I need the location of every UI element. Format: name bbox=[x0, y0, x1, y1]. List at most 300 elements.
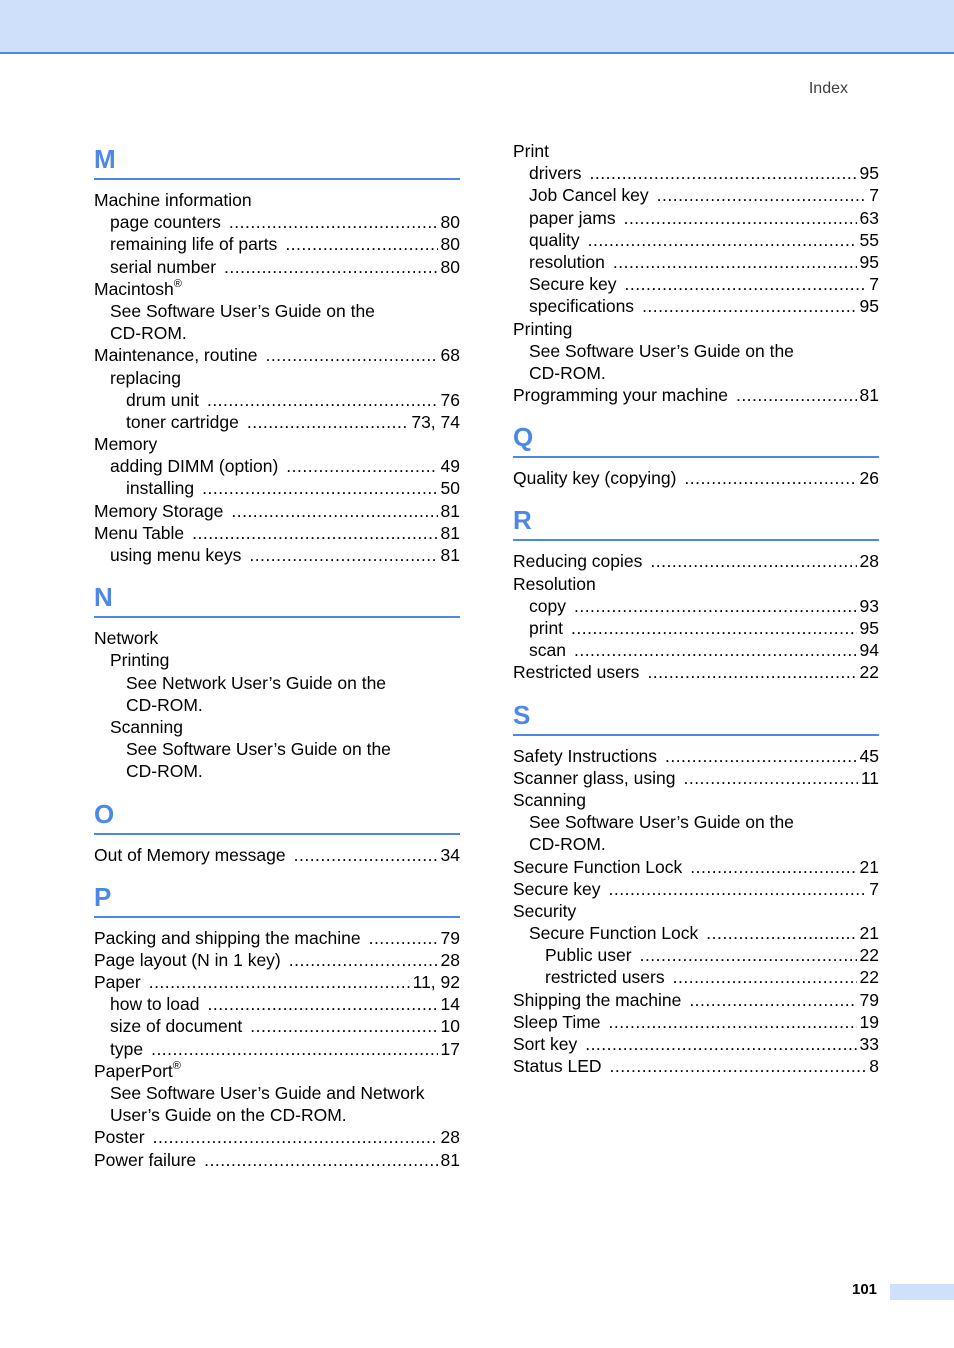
entry-term-text: how to load bbox=[110, 994, 200, 1015]
index-entry bbox=[513, 162, 879, 184]
section-letter: Q bbox=[513, 418, 879, 458]
entry-term-text: Memory Storage bbox=[94, 500, 224, 521]
entry-term-text: Shipping the machine bbox=[513, 989, 682, 1010]
index-entry bbox=[513, 295, 879, 317]
entry-term bbox=[110, 322, 187, 344]
entry-term bbox=[513, 140, 549, 162]
entry-page-ref: 7 bbox=[869, 878, 879, 899]
entry-term-text: Secure key bbox=[513, 878, 601, 899]
entry-term bbox=[513, 573, 596, 595]
entry-term bbox=[126, 411, 239, 433]
entry-term-text: User’s Guide on the CD-ROM. bbox=[110, 1105, 347, 1126]
entry-term-text: Printing bbox=[110, 650, 170, 671]
entry-term bbox=[126, 477, 194, 499]
entry-term bbox=[110, 716, 183, 738]
entry-page-ref: 68 bbox=[440, 345, 460, 366]
entry-term bbox=[513, 856, 682, 878]
registered-mark: ® bbox=[172, 1059, 181, 1072]
index-section bbox=[513, 406, 879, 489]
index-entry bbox=[513, 318, 879, 340]
entry-term-text: CD-ROM. bbox=[126, 761, 203, 782]
index-entry bbox=[94, 300, 460, 322]
index-entry bbox=[513, 207, 879, 229]
entry-page-ref: 7 bbox=[869, 274, 879, 295]
entry-term bbox=[513, 789, 586, 811]
dot-leader bbox=[224, 256, 438, 278]
dot-leader bbox=[609, 1011, 857, 1033]
entry-term bbox=[513, 900, 576, 922]
index-section bbox=[513, 140, 879, 406]
entry-term-text: Network bbox=[94, 628, 159, 649]
entry-term bbox=[94, 1149, 196, 1171]
entry-term-text: Restricted users bbox=[513, 662, 640, 683]
entry-term-text: Security bbox=[513, 900, 577, 921]
entry-term-text: Secure Function Lock bbox=[513, 856, 683, 877]
entry-term-text: See Software User’s Guide and Network bbox=[110, 1083, 425, 1103]
entry-page-ref: 80 bbox=[440, 212, 460, 233]
entry-page-ref: 95 bbox=[859, 251, 879, 272]
entry-term-text: Paper bbox=[94, 972, 141, 993]
entry-page-ref: 21 bbox=[859, 923, 879, 944]
dot-leader bbox=[588, 229, 857, 251]
entry-term bbox=[110, 1082, 425, 1104]
entry-page-ref: 63 bbox=[859, 207, 879, 228]
section-letter: O bbox=[94, 795, 460, 835]
entry-term bbox=[110, 256, 216, 278]
entry-page-ref: 45 bbox=[859, 745, 879, 766]
entry-term bbox=[529, 207, 616, 229]
index-entry bbox=[513, 661, 879, 683]
entry-term-text: Memory bbox=[94, 434, 158, 455]
entry-term bbox=[529, 639, 566, 661]
entry-term bbox=[126, 760, 203, 782]
entry-term bbox=[529, 273, 617, 295]
index-entry bbox=[513, 184, 879, 206]
dot-leader bbox=[247, 411, 409, 433]
dot-leader bbox=[289, 949, 438, 971]
entry-term-text: Quality key (copying) bbox=[513, 468, 677, 489]
entry-term-text: print bbox=[529, 618, 564, 638]
index-entry bbox=[94, 949, 460, 971]
entry-term-text: CD-ROM. bbox=[529, 362, 606, 383]
index-entry bbox=[513, 639, 879, 661]
index-entry bbox=[513, 900, 879, 922]
index-column-left bbox=[94, 140, 460, 1171]
dot-leader bbox=[285, 233, 437, 255]
dot-leader bbox=[192, 522, 437, 544]
entry-term bbox=[94, 927, 361, 949]
entry-term-text: Out of Memory message bbox=[94, 844, 286, 865]
entry-page-ref: 55 bbox=[859, 229, 879, 250]
entry-term bbox=[110, 300, 375, 322]
entry-term bbox=[110, 1015, 242, 1037]
index-entry bbox=[513, 1033, 879, 1055]
section-letter: R bbox=[513, 501, 879, 541]
entry-term bbox=[110, 367, 181, 389]
entry-term bbox=[529, 362, 606, 384]
dot-leader bbox=[585, 1033, 856, 1055]
dot-leader bbox=[690, 856, 856, 878]
entry-term-text: specifications bbox=[529, 296, 635, 317]
index-entry bbox=[94, 971, 460, 993]
index-section bbox=[94, 866, 460, 1171]
dot-leader bbox=[369, 927, 438, 949]
entry-page-ref: 14 bbox=[440, 994, 460, 1015]
entry-term-text: Public user bbox=[545, 945, 632, 966]
index-entry bbox=[513, 140, 879, 162]
section-letter: S bbox=[513, 696, 879, 736]
entry-term-text: Job Cancel key bbox=[529, 185, 649, 206]
entry-page-ref: 22 bbox=[859, 945, 879, 966]
entry-page-ref: 94 bbox=[859, 640, 879, 661]
entry-term-text: replacing bbox=[110, 367, 182, 388]
entry-term bbox=[545, 944, 632, 966]
entry-term bbox=[94, 844, 286, 866]
index-entry bbox=[94, 738, 460, 760]
entry-page-ref: 81 bbox=[440, 1149, 460, 1170]
dot-leader bbox=[571, 617, 856, 639]
entry-term-text: Scanning bbox=[110, 716, 183, 737]
entry-page-ref: 11, 92 bbox=[412, 972, 460, 993]
entry-term bbox=[529, 295, 634, 317]
entry-term bbox=[126, 389, 199, 411]
entry-page-ref: 10 bbox=[440, 1016, 460, 1037]
entry-page-ref: 17 bbox=[440, 1038, 460, 1059]
entry-term-text: Macintosh bbox=[94, 278, 174, 299]
entry-term-text: Page layout (N in 1 key) bbox=[94, 949, 281, 970]
entry-page-ref: 50 bbox=[440, 478, 460, 499]
entry-term-text: Secure key bbox=[529, 274, 617, 295]
dot-leader bbox=[673, 966, 857, 988]
index-entry bbox=[513, 595, 879, 617]
entry-term bbox=[529, 617, 563, 639]
entry-page-ref: 81 bbox=[440, 545, 460, 565]
dot-leader bbox=[624, 207, 857, 229]
index-entry bbox=[94, 500, 460, 522]
index-entry bbox=[513, 251, 879, 273]
entry-term-text: resolution bbox=[529, 251, 605, 272]
entry-term bbox=[94, 949, 281, 971]
index-entry bbox=[513, 767, 879, 789]
dot-leader bbox=[208, 993, 438, 1015]
entry-term bbox=[529, 833, 606, 855]
index-section bbox=[513, 684, 879, 1078]
entry-term-text: Secure Function Lock bbox=[529, 923, 699, 944]
index-entry bbox=[513, 229, 879, 251]
index-entry bbox=[94, 389, 460, 411]
dot-leader bbox=[665, 745, 857, 767]
index-entry bbox=[94, 627, 460, 649]
entry-term bbox=[513, 1033, 577, 1055]
index-entry bbox=[94, 477, 460, 499]
entry-term-text: Print bbox=[513, 141, 549, 161]
entry-term bbox=[94, 971, 141, 993]
index-entry bbox=[513, 878, 879, 900]
entry-term bbox=[126, 672, 386, 694]
index-entry bbox=[94, 993, 460, 1015]
index-entry bbox=[94, 716, 460, 738]
entry-term bbox=[513, 550, 642, 572]
entry-term-text: Resolution bbox=[513, 573, 596, 594]
entry-term-text: quality bbox=[529, 229, 580, 250]
entry-term bbox=[513, 767, 675, 789]
dot-leader bbox=[590, 162, 857, 184]
entry-page-ref: 22 bbox=[859, 662, 879, 683]
index-entry bbox=[94, 927, 460, 949]
index-entry bbox=[513, 573, 879, 595]
entry-page-ref: 22 bbox=[859, 967, 879, 988]
entry-term-text: Sort key bbox=[513, 1034, 578, 1054]
entry-page-ref: 19 bbox=[859, 1011, 879, 1032]
dot-leader bbox=[204, 1149, 437, 1171]
entry-page-ref: 95 bbox=[859, 296, 879, 317]
entry-term-text: See Software User’s Guide on the bbox=[529, 812, 794, 833]
registered-mark: ® bbox=[173, 277, 182, 290]
dot-leader bbox=[657, 184, 867, 206]
index-section bbox=[94, 566, 460, 782]
entry-term-text: Power failure bbox=[94, 1149, 197, 1170]
dot-leader bbox=[613, 251, 857, 273]
index-entry bbox=[94, 411, 460, 433]
index-entry bbox=[513, 384, 879, 406]
index-entry bbox=[94, 211, 460, 233]
index-entry bbox=[94, 1015, 460, 1037]
section-gap bbox=[513, 489, 879, 501]
entry-term bbox=[110, 233, 277, 255]
entry-term-text: Poster bbox=[94, 1127, 145, 1148]
entry-term bbox=[513, 384, 728, 406]
entry-term bbox=[110, 993, 200, 1015]
entry-term bbox=[529, 229, 580, 251]
entry-term bbox=[529, 595, 566, 617]
running-header: Index bbox=[808, 80, 848, 97]
dot-leader bbox=[650, 550, 856, 572]
entry-term bbox=[94, 344, 257, 366]
index-entry bbox=[94, 672, 460, 694]
index-entry bbox=[513, 833, 879, 855]
dot-leader bbox=[265, 344, 437, 366]
index-entry bbox=[94, 1060, 460, 1082]
entry-term-text: page counters bbox=[110, 212, 221, 233]
entry-term bbox=[529, 251, 605, 273]
index-entry bbox=[94, 233, 460, 255]
dot-leader bbox=[683, 767, 857, 789]
entry-term-text: PaperPort bbox=[94, 1060, 173, 1081]
entry-page-ref: 28 bbox=[440, 1127, 460, 1148]
entry-term-text: Menu Table bbox=[94, 522, 185, 543]
index-section bbox=[94, 140, 460, 566]
entry-page-ref: 95 bbox=[859, 618, 879, 638]
index-entry bbox=[94, 1082, 460, 1104]
dot-leader bbox=[231, 500, 437, 522]
index-entry bbox=[513, 944, 879, 966]
index-entry bbox=[94, 367, 460, 389]
dot-leader bbox=[689, 989, 856, 1011]
entry-term-text: Packing and shipping the machine bbox=[94, 927, 361, 948]
entry-page-ref: 81 bbox=[859, 385, 879, 406]
section-letter: M bbox=[94, 140, 460, 180]
index-entry bbox=[94, 455, 460, 477]
entry-term bbox=[94, 433, 157, 455]
index-entry bbox=[513, 789, 879, 811]
dot-leader bbox=[625, 273, 867, 295]
index-entry bbox=[94, 1104, 460, 1126]
entry-term-text: restricted users bbox=[545, 967, 665, 988]
section-letter: P bbox=[94, 878, 460, 918]
dot-leader bbox=[736, 384, 857, 406]
dot-leader bbox=[640, 944, 857, 966]
entry-term bbox=[110, 455, 278, 477]
index-entry bbox=[94, 844, 460, 866]
entry-term bbox=[110, 211, 221, 233]
dot-leader bbox=[250, 1015, 437, 1037]
entry-page-ref: 93 bbox=[859, 595, 879, 616]
index-entry bbox=[513, 989, 879, 1011]
dot-leader bbox=[286, 455, 437, 477]
entry-term-text: type bbox=[110, 1038, 144, 1059]
index-entry bbox=[94, 694, 460, 716]
entry-page-ref: 79 bbox=[859, 989, 879, 1010]
entry-term-text: Scanning bbox=[513, 789, 586, 810]
entry-page-ref: 26 bbox=[859, 468, 879, 489]
index-entry bbox=[513, 273, 879, 295]
index-entry bbox=[513, 617, 879, 639]
dot-leader bbox=[706, 922, 856, 944]
entry-term bbox=[513, 878, 601, 900]
entry-term-text: remaining life of parts bbox=[110, 234, 278, 255]
entry-page-ref: 80 bbox=[440, 234, 460, 255]
footer-tab bbox=[890, 1284, 954, 1300]
entry-page-ref: 79 bbox=[440, 927, 460, 948]
dot-leader bbox=[149, 971, 410, 993]
entry-page-ref: 8 bbox=[869, 1056, 879, 1077]
index-entry bbox=[94, 544, 460, 566]
entry-term-text: CD-ROM. bbox=[110, 323, 187, 344]
entry-term-text: using menu keys bbox=[110, 545, 242, 565]
entry-term bbox=[513, 989, 681, 1011]
entry-term bbox=[126, 738, 391, 760]
entry-term bbox=[529, 162, 582, 184]
entry-page-ref: 28 bbox=[859, 551, 879, 572]
index-entry bbox=[94, 1149, 460, 1171]
index-entry bbox=[94, 1126, 460, 1148]
entry-term-text: drivers bbox=[529, 163, 582, 184]
index-entry bbox=[94, 278, 460, 300]
entry-page-ref: 28 bbox=[440, 949, 460, 970]
entry-term bbox=[94, 1126, 145, 1148]
index-entry bbox=[513, 745, 879, 767]
entry-page-ref: 80 bbox=[440, 256, 460, 277]
page-number: 101 bbox=[852, 1281, 878, 1298]
header-band bbox=[0, 0, 954, 54]
section-gap bbox=[513, 684, 879, 696]
entry-term-text: Status LED bbox=[513, 1056, 602, 1077]
index-section bbox=[94, 783, 460, 866]
entry-term-text: Sleep Time bbox=[513, 1011, 601, 1032]
entry-term bbox=[94, 522, 184, 544]
entry-term bbox=[94, 500, 223, 522]
entry-page-ref: 76 bbox=[440, 389, 460, 410]
entry-term bbox=[94, 627, 158, 649]
dot-leader bbox=[574, 595, 857, 617]
section-gap bbox=[94, 866, 460, 878]
index-section bbox=[513, 489, 879, 683]
entry-term bbox=[110, 1104, 347, 1126]
entry-term bbox=[513, 661, 639, 683]
index-entry bbox=[94, 649, 460, 671]
index-entry bbox=[513, 550, 879, 572]
index-entry bbox=[513, 340, 879, 362]
entry-page-ref: 11 bbox=[860, 767, 879, 788]
entry-page-ref: 33 bbox=[859, 1034, 879, 1054]
entry-page-ref: 49 bbox=[440, 456, 460, 477]
entry-page-ref: 95 bbox=[859, 163, 879, 184]
index-entry bbox=[94, 433, 460, 455]
dot-leader bbox=[229, 211, 438, 233]
entry-term-text: toner cartridge bbox=[126, 411, 239, 432]
entry-term bbox=[94, 1060, 181, 1082]
index-entry bbox=[94, 344, 460, 366]
entry-page-ref: 34 bbox=[440, 844, 460, 865]
dot-leader bbox=[609, 878, 867, 900]
entry-term-text: See Software User’s Guide on the bbox=[126, 739, 391, 760]
entry-term-text: copy bbox=[529, 595, 566, 616]
entry-term-text: Scanner glass, using bbox=[513, 767, 676, 788]
entry-term bbox=[94, 278, 182, 300]
entry-term-text: adding DIMM (option) bbox=[110, 456, 279, 477]
entry-term bbox=[513, 467, 676, 489]
index-entry bbox=[513, 811, 879, 833]
entry-term bbox=[513, 1055, 602, 1077]
index-entry bbox=[513, 922, 879, 944]
entry-page-ref: 7 bbox=[869, 185, 879, 206]
index-entry bbox=[94, 522, 460, 544]
dot-leader bbox=[610, 1055, 867, 1077]
entry-term-text: serial number bbox=[110, 256, 217, 277]
entry-term-text: Safety Instructions bbox=[513, 745, 657, 766]
dot-leader bbox=[153, 1126, 438, 1148]
entry-term bbox=[529, 340, 794, 362]
dot-leader bbox=[294, 844, 438, 866]
index-column-right bbox=[513, 140, 879, 1077]
entry-term-text: size of document bbox=[110, 1016, 243, 1037]
section-letter: N bbox=[94, 578, 460, 618]
entry-term-text: CD-ROM. bbox=[529, 834, 606, 855]
entry-term bbox=[513, 318, 572, 340]
section-gap bbox=[513, 406, 879, 418]
dot-leader bbox=[647, 661, 856, 683]
entry-term bbox=[110, 649, 169, 671]
entry-term bbox=[513, 745, 657, 767]
index-entry bbox=[513, 467, 879, 489]
index-entry bbox=[513, 362, 879, 384]
entry-term-text: scan bbox=[529, 640, 566, 661]
entry-term bbox=[110, 544, 241, 566]
entry-term-text: See Network User’s Guide on the bbox=[126, 672, 387, 693]
entry-term-text: See Software User’s Guide on the bbox=[529, 340, 794, 361]
entry-page-ref: 81 bbox=[440, 522, 460, 543]
entry-term-text: installing bbox=[126, 478, 195, 499]
index-entry bbox=[94, 189, 460, 211]
entry-term bbox=[110, 1038, 143, 1060]
entry-term-text: drum unit bbox=[126, 389, 199, 410]
entry-term bbox=[513, 1011, 601, 1033]
entry-term-text: Printing bbox=[513, 318, 573, 339]
index-entry bbox=[513, 1055, 879, 1077]
entry-page-ref: 21 bbox=[859, 856, 879, 877]
dot-leader bbox=[574, 639, 857, 661]
dot-leader bbox=[249, 544, 437, 566]
